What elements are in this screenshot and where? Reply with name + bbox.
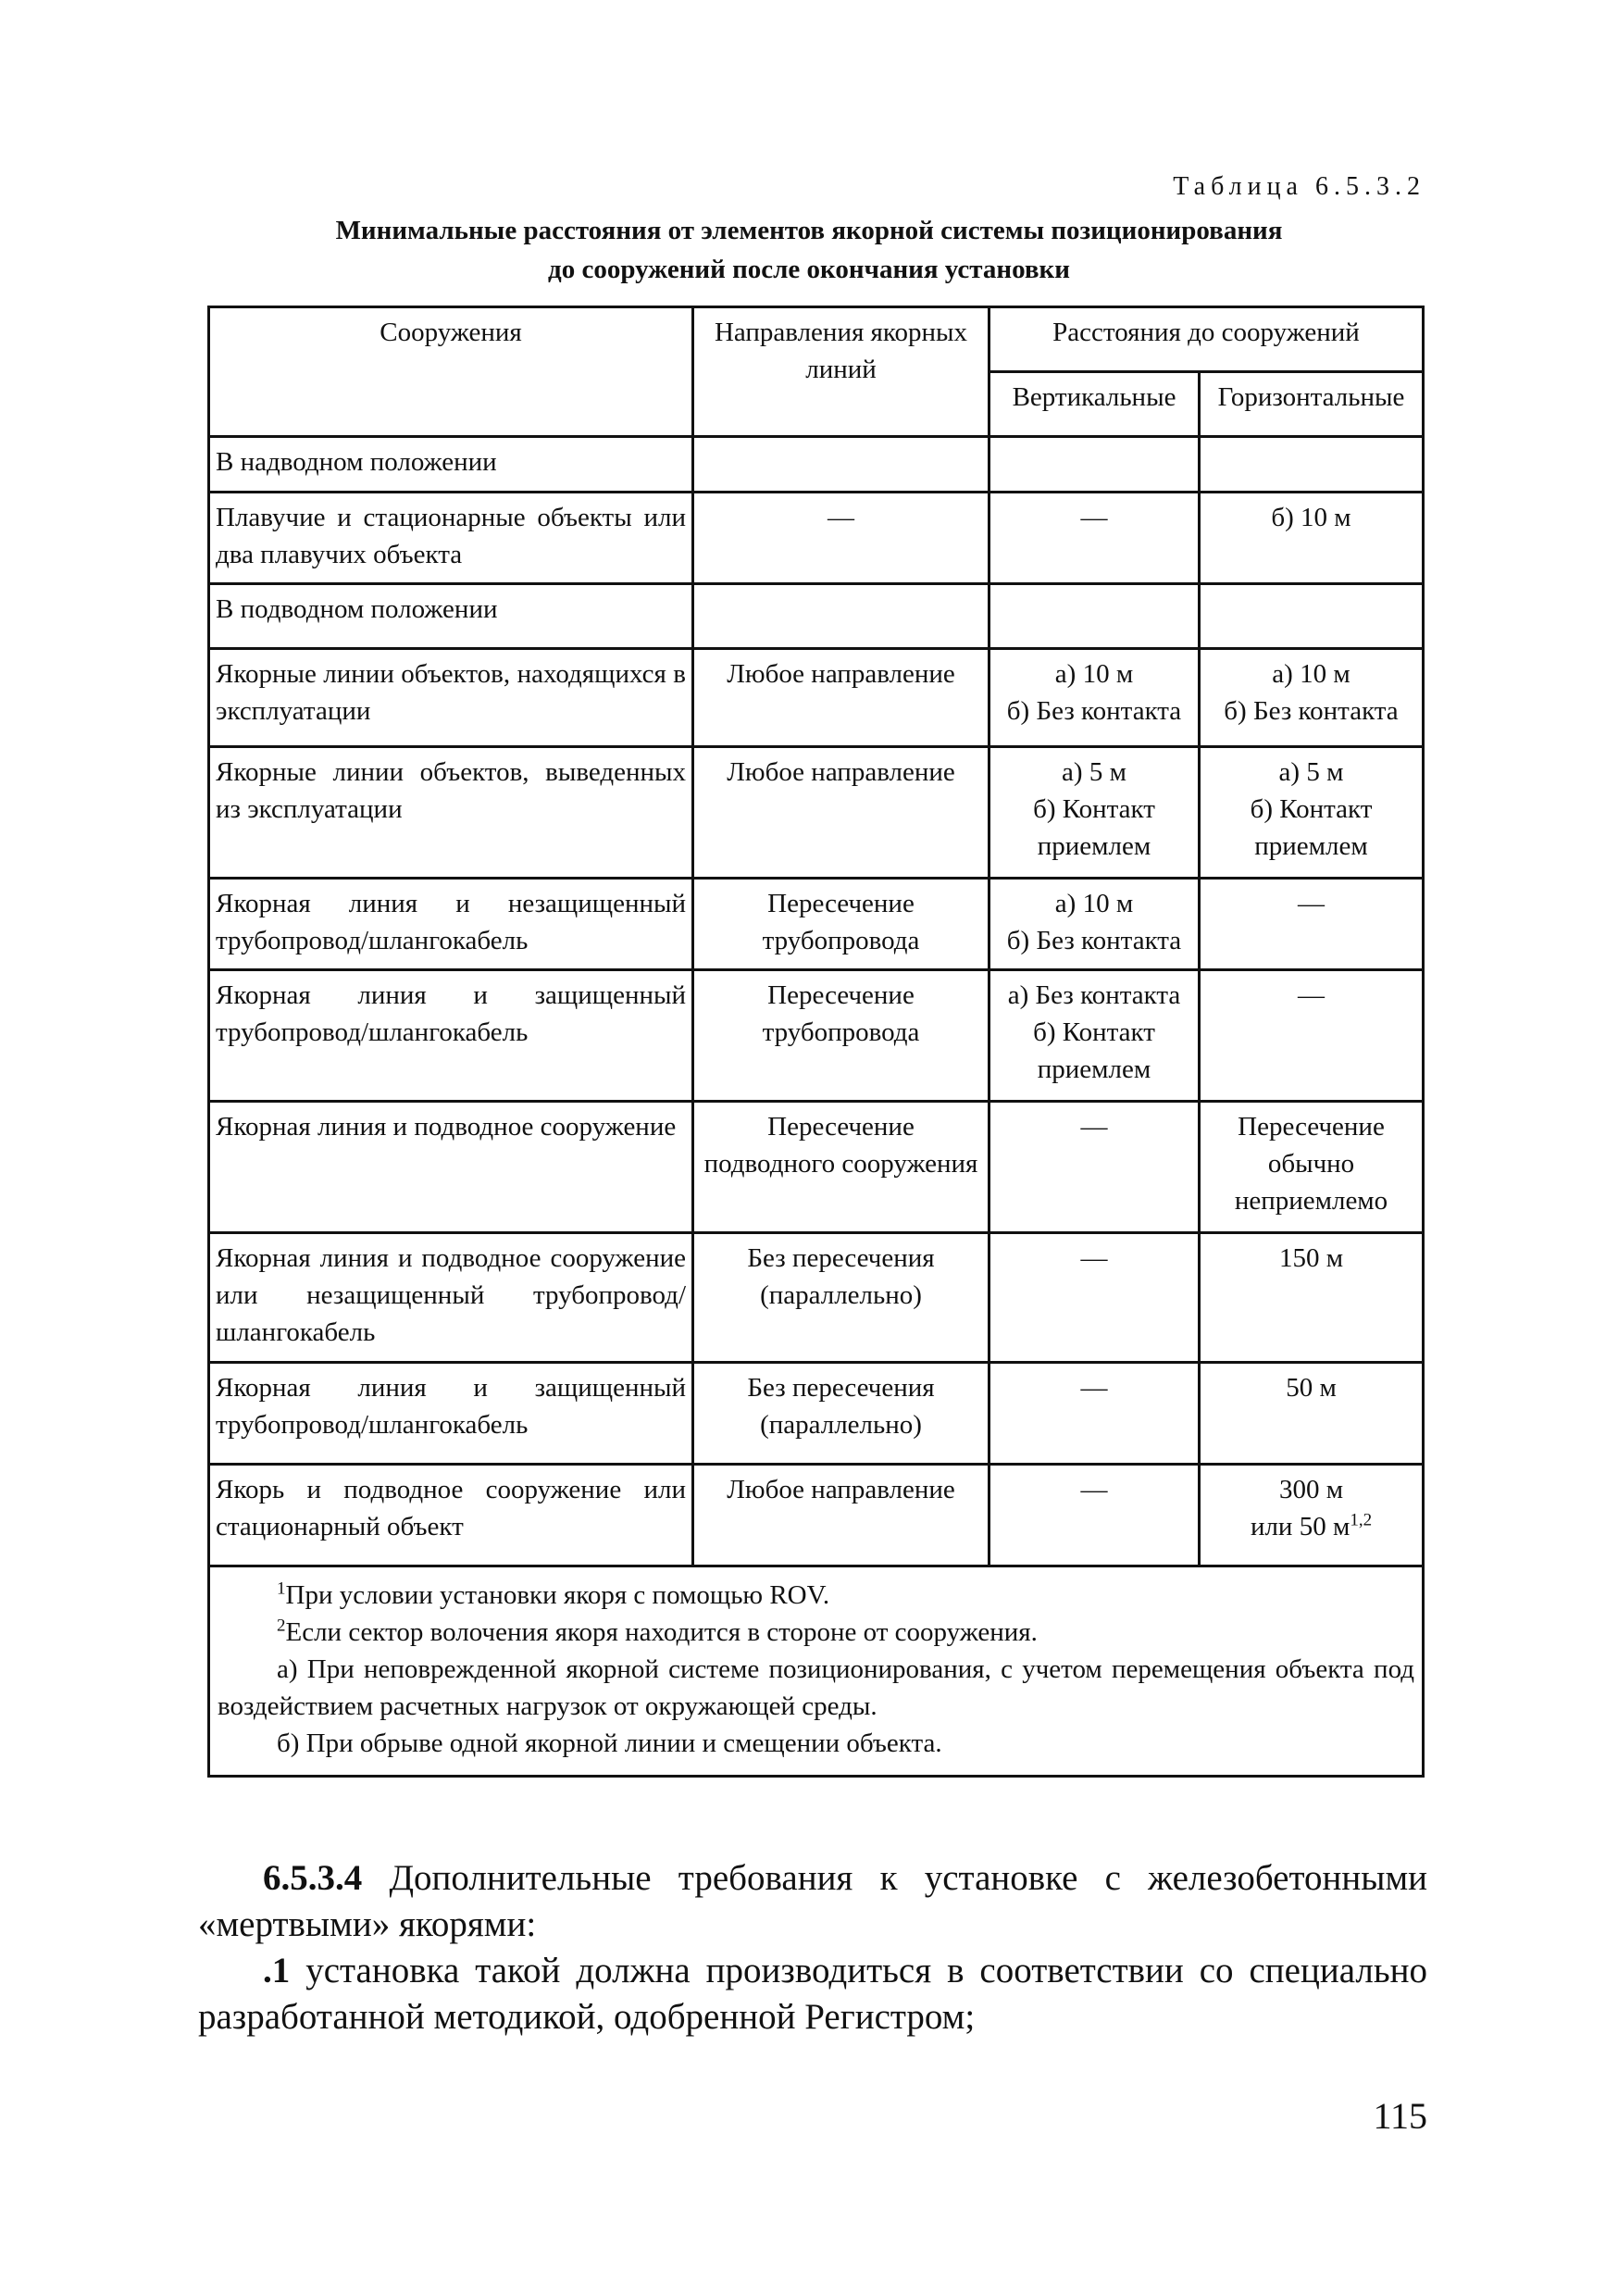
header-horizontal: Горизонтальные (1200, 372, 1424, 437)
item-text: установка такой должна производиться в соответствии со специально разработанной методикой, одобренной Регистром; (198, 1951, 1427, 2037)
cell-horizontal (1200, 1233, 1424, 1363)
note-b: б) При обрыве одной якорной линии и смещении объекта. (277, 1728, 942, 1758)
cell-line (1206, 885, 1416, 922)
cell-line (996, 754, 1192, 791)
cell-line-text: а) 10 м (1272, 659, 1350, 689)
cell-vertical (989, 879, 1200, 970)
cell-line (1206, 791, 1416, 828)
cell-vertical (989, 747, 1200, 879)
table-notes (209, 1566, 1424, 1777)
cell-horizontal (1200, 493, 1424, 584)
cell-line (996, 1051, 1192, 1088)
note-2-mark: 2 (277, 1616, 286, 1636)
cell-line-text: Пересечение (1238, 1112, 1385, 1142)
cell-line (996, 655, 1192, 693)
cell-line (996, 791, 1192, 828)
cell-line-text: б) Без контакта (1224, 696, 1399, 726)
cell-structure: Якорь и подводное сооружение или стационарный объект (209, 1465, 693, 1566)
page-number: 115 (1373, 2095, 1427, 2137)
table-row (209, 1465, 1424, 1566)
note-1-mark: 1 (277, 1578, 286, 1599)
cell-vertical (989, 493, 1200, 584)
cell-line-text: б) Контакт (1250, 794, 1373, 824)
note-1 (218, 1577, 1414, 1614)
cell-direction: Пересечение трубопровода (693, 879, 989, 970)
paragraph-item-1 (198, 1948, 1427, 2040)
cell-structure: В подводном положении (209, 584, 693, 649)
cell-line (996, 977, 1192, 1014)
cell-horizontal (1200, 1102, 1424, 1233)
cell-line-text: — (1298, 889, 1325, 918)
cell-line (1206, 828, 1416, 865)
cell-direction (693, 437, 989, 493)
cell-vertical (989, 584, 1200, 649)
table-row (209, 1233, 1424, 1363)
cell-line-text: б) Контакт (1033, 1017, 1155, 1047)
item-number: .1 (263, 1951, 291, 1990)
table-row (209, 584, 1424, 649)
cell-direction: — (693, 493, 989, 584)
header-vertical: Вертикальные (989, 372, 1200, 437)
cell-line-text: приемлем (1037, 831, 1151, 861)
cell-horizontal (1200, 970, 1424, 1102)
cell-direction: Пересечение подводного сооружения (693, 1102, 989, 1233)
cell-line-text: а) 5 м (1278, 757, 1344, 787)
cell-line (996, 1014, 1192, 1051)
cell-line (1206, 1508, 1416, 1545)
cell-line-text: 150 м (1278, 1243, 1344, 1273)
paragraph-number: 6.5.3.4 (263, 1858, 363, 1898)
distances-table (207, 306, 1425, 1778)
cell-line (996, 1240, 1192, 1277)
cell-direction: Любое направление (693, 1465, 989, 1566)
cell-direction: Без пересечения (параллельно) (693, 1363, 989, 1465)
cell-line (996, 693, 1192, 730)
cell-horizontal (1200, 584, 1424, 649)
cell-line-text: б) Без контакта (1006, 696, 1182, 726)
cell-horizontal (1200, 747, 1424, 879)
cell-structure: Якорная линия и подводное сооружение или незащищенный трубопровод/шлангокабель (209, 1233, 693, 1363)
table-row (209, 493, 1424, 584)
cell-line (1206, 655, 1416, 693)
footnote-mark: 1,2 (1350, 1510, 1373, 1530)
cell-line (996, 828, 1192, 865)
cell-horizontal (1200, 1465, 1424, 1566)
cell-structure: Якорная линия и защищенный трубопровод/шлангокабель (209, 1363, 693, 1465)
cell-vertical (989, 1102, 1200, 1233)
note-1-text: При условии установки якоря с помощью ROV. (285, 1580, 830, 1610)
cell-vertical (989, 649, 1200, 747)
cell-structure: В надводном положении (209, 437, 693, 493)
cell-structure: Якорные линии объектов, находящихся в эксплуатации (209, 649, 693, 747)
cell-line (1206, 977, 1416, 1014)
table-row (209, 970, 1424, 1102)
table-row (209, 1102, 1424, 1233)
cell-structure: Якорная линия и незащищенный трубопровод/шлангокабель (209, 879, 693, 970)
cell-structure: Плавучие и стационарные объекты или два плавучих объекта (209, 493, 693, 584)
header-structures: Сооружения (209, 307, 693, 437)
cell-line (1206, 1471, 1416, 1508)
cell-line (996, 885, 1192, 922)
table-row (209, 1363, 1424, 1465)
cell-vertical (989, 1465, 1200, 1566)
cell-vertical (989, 437, 1200, 493)
header-distances: Расстояния до сооружений (989, 307, 1424, 372)
cell-line-text: а) 10 м (1054, 659, 1134, 689)
cell-vertical (989, 1233, 1200, 1363)
cell-line (996, 1369, 1192, 1406)
cell-line-text: — (1080, 1243, 1108, 1273)
cell-horizontal (1200, 437, 1424, 493)
paragraph-6-5-3-4 (198, 1855, 1427, 1948)
cell-line (1206, 1240, 1416, 1277)
cell-line (996, 499, 1192, 536)
cell-line-text: б) Контакт (1033, 794, 1155, 824)
cell-line (1206, 1108, 1416, 1145)
cell-structure: Якорная линия и защищенный трубопровод/шлангокабель (209, 970, 693, 1102)
cell-line-text: а) 10 м (1054, 889, 1134, 918)
cell-line (996, 922, 1192, 959)
cell-horizontal (1200, 879, 1424, 970)
cell-line (996, 1108, 1192, 1145)
table-row (209, 879, 1424, 970)
cell-direction: Любое направление (693, 649, 989, 747)
cell-line-text: 300 м (1278, 1475, 1344, 1504)
table-caption (0, 211, 1618, 289)
cell-line-text: — (1080, 503, 1108, 532)
cell-horizontal (1200, 649, 1424, 747)
header-directions: Направления якорных линий (693, 307, 989, 437)
caption-line-1: Минимальные расстояния от элементов якорной системы позиционирования (335, 216, 1283, 245)
cell-line-text: 50 м (1286, 1373, 1337, 1403)
table-number: Таблица 6.5.3.2 (1173, 172, 1425, 201)
note-2-text: Если сектор волочения якоря находится в стороне от сооружения. (285, 1617, 1038, 1647)
cell-line-text: приемлем (1037, 1054, 1151, 1084)
note-2 (218, 1614, 1414, 1651)
cell-line (1206, 499, 1416, 536)
cell-line-text: неприемлемо (1234, 1186, 1388, 1216)
cell-vertical (989, 970, 1200, 1102)
table-row (209, 437, 1424, 493)
cell-line-text: а) Без контакта (1007, 980, 1181, 1010)
cell-horizontal (1200, 1363, 1424, 1465)
paragraph-text: Дополнительные требования к установке с железобетонными «мертвыми» якорями: (198, 1858, 1427, 1944)
cell-structure: Якорные линии объектов, выведенных из эксплуатации (209, 747, 693, 879)
cell-line (1206, 1145, 1416, 1182)
cell-line (1206, 1182, 1416, 1219)
table-row (209, 747, 1424, 879)
caption-line-2: до сооружений после окончания установки (548, 255, 1070, 284)
cell-line-text: обычно (1267, 1149, 1355, 1179)
cell-line-text: — (1298, 980, 1325, 1010)
cell-line (1206, 754, 1416, 791)
cell-direction: Любое направление (693, 747, 989, 879)
cell-line-text: б) 10 м (1271, 503, 1351, 532)
cell-line-text: — (1080, 1475, 1108, 1504)
cell-vertical (989, 1363, 1200, 1465)
cell-line (1206, 693, 1416, 730)
cell-line-text: — (1080, 1373, 1108, 1403)
cell-line-text: или 50 м (1250, 1512, 1350, 1541)
cell-line-text: приемлем (1254, 831, 1368, 861)
cell-line-text: б) Без контакта (1006, 926, 1182, 955)
cell-line (996, 1471, 1192, 1508)
cell-line-text: — (1080, 1112, 1108, 1142)
note-a: а) При неповрежденной якорной системе позиционирования, с учетом перемещения объекта под воздействием расчетных нагрузок от окружающей среды. (218, 1654, 1414, 1721)
cell-structure: Якорная линия и подводное сооружение (209, 1102, 693, 1233)
cell-line (1206, 1369, 1416, 1406)
table-row (209, 649, 1424, 747)
cell-line-text: а) 5 м (1062, 757, 1126, 787)
cell-direction: Пересечение трубопровода (693, 970, 989, 1102)
cell-direction (693, 584, 989, 649)
cell-direction: Без пересечения (параллельно) (693, 1233, 989, 1363)
